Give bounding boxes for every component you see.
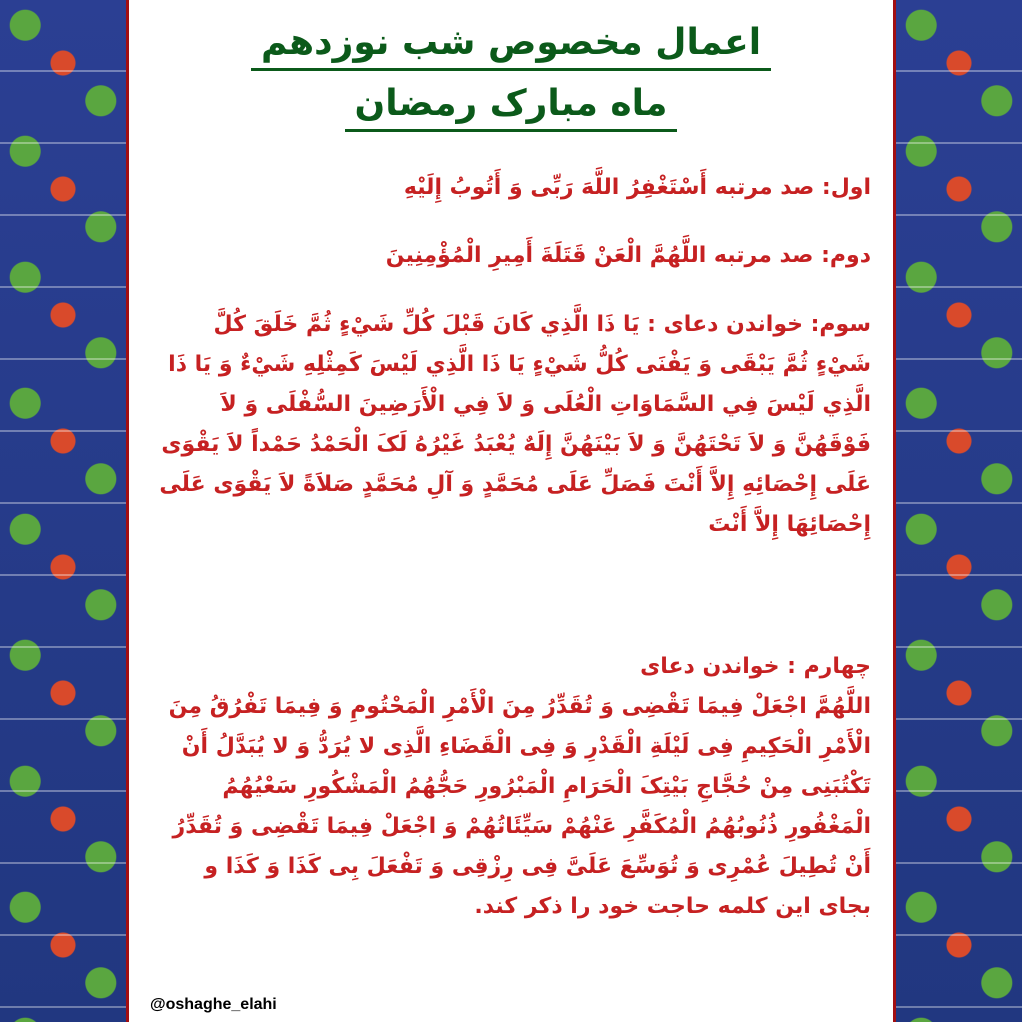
title-line-2: ماه مبارک رمضان [345,81,678,132]
section-third: سوم: خواندن دعای : یَا ذَا الَّذِي کَانَ قَبْلَ کُلِّ شَيْءٍ ثُمَّ خَلَقَ کُلَّ شَيْءٍ ثُمَّ یَبْقَى وَ یَفْنَى کُلُّ شَيْءٍ یَا ذَا الَّذِي لَیْسَ کَمِثْلِهِ شَيْءٌ وَ یَا ذَا الَّذِي لَیْسَ فِي السَّمَاوَاتِ الْعُلَى وَ لاَ فِي الْأَرَضِینَ السُّفْلَى وَ لاَ فَوْقَهُنَّ وَ لاَ تَحْتَهُنَّ وَ لاَ بَیْنَهُنَّ إِلَهٌ یُعْبَدُ غَیْرُهُ لَکَ الْحَمْدُ حَمْداً لاَ یَقْوَى عَلَى إِحْصَائِهِ إِلاَّ أَنْتَ فَصَلِّ عَلَى مُحَمَّدٍ وَ آلِ مُحَمَّدٍ صَلاَةً لاَ یَقْوَى عَلَى إِحْصَائِهَا إِلاَّ أَنْتَ [159,312,871,537]
page-title [129,20,893,142]
section-fourth-body: اللَّهُمَّ اجْعَلْ فِیمَا تَقْضِی وَ تُقَدِّرُ مِنَ الْأَمْرِ الْمَحْتُومِ وَ فِیمَا تَفْرُقُ مِنَ الْأَمْرِ الْحَکِیمِ فِی لَیْلَةِ الْقَدْرِ وَ فِی الْقَضَاءِ الَّذِی لا یُرَدُّ وَ لا یُبَدَّلُ أَنْ تَکْتُبَنِی مِنْ حُجَّاجِ بَیْتِکَ الْحَرَامِ الْمَبْرُورِ حَجُّهُمُ الْمَشْکُورِ سَعْیُهُمُ الْمَغْفُورِ ذُنُوبُهُمُ الْمُکَفَّرِ عَنْهُمْ سَیِّئَاتُهُمْ وَ اجْعَلْ فِیمَا تَقْضِی وَ تُقَدِّرُ أَنْ تُطِیلَ عُمْرِی وَ تُوَسِّعَ عَلَیَّ فِی رِزْقِی وَ تَفْعَلَ بِی کَذَا وَ کَذَا و بجای این کلمه حاجت خود را ذکر کند. [168,694,871,919]
left-ornamental-border [0,0,126,1022]
title-line-1: اعمال مخصوص شب نوزدهم [251,20,771,71]
section-first: اول: صد مرتبه أَسْتَغْفِرُ اللَّهَ رَبِّی وَ أَتُوبُ إِلَیْهِ [403,175,871,200]
text-panel [126,0,896,1022]
section-second: دوم: صد مرتبه اللَّهُمَّ الْعَنْ قَتَلَةَ أَمِیرِ الْمُؤْمِنِینَ [385,243,871,268]
section-fourth [151,647,871,927]
watermark: @oshaghe_elahi [150,996,277,1013]
section-fourth-heading: چهارم : خواندن دعای [640,654,871,679]
right-ornamental-border [896,0,1022,1022]
